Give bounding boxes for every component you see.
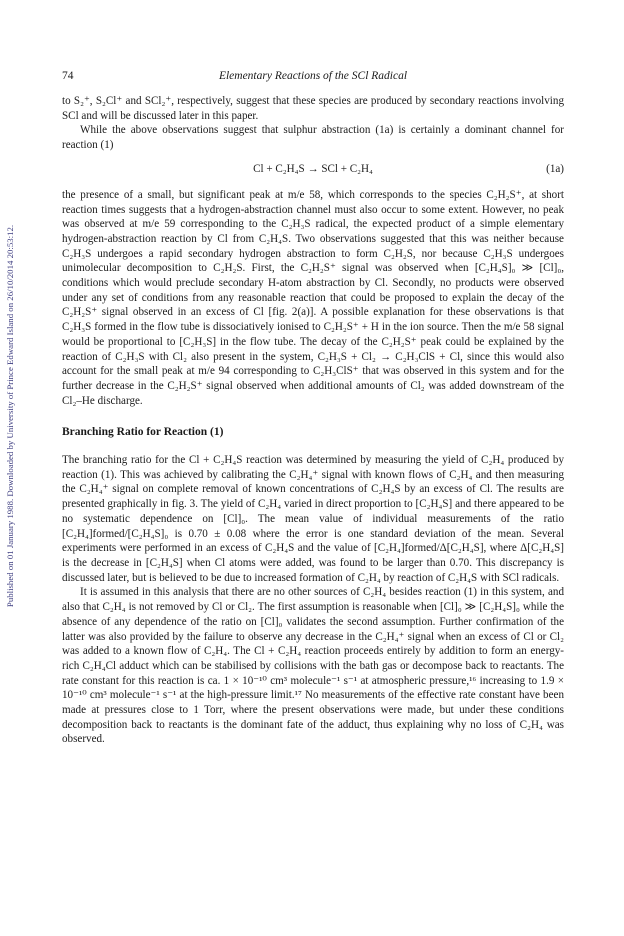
paragraph: It is assumed in this analysis that there are no other sources of C₂H₄ besides reaction (1) in this system, and also that C₂H₄ is not removed by Cl or Cl₂. The first assumption is reasonable when [Cl]₀ ≫ [C₂H₄S]₀ while the absence of any dependence of the ratio on [Cl]₀ validates the second assumption. Further confirmation of the latter was also provided by the failure to observe any decrease in the C₂H₄⁺ signal when an excess of Cl or Cl₂ was added to a known flow of C₂H₄. The Cl + C₂H₄ reaction proceeds entirely by addition to form an energy-rich C₂H₄Cl adduct which can be stabilised by collisions with the bath gas or decompose back to reactants. The rate constant for this reaction is ca. 1 × 10⁻¹⁰ cm³ molecule⁻¹ s⁻¹ at atmospheric pressure,¹⁶ increasing to 1.9 × 10⁻¹⁰ cm³ molecule⁻¹ s⁻¹ at the high-pressure limit.¹⁷ No measurements of the effective rate constant have been made at pressures close to 1 Torr, where the present observations were made, but under these conditions decomposition back to reactants is the dominant fate of the adduct, thus explaining why no loss of C₂H₄ was observed.	[62, 586, 564, 746]
download-watermark-text: Published on 01 January 1988. Downloaded by University of Prince Edward Island on 26/10/2014 20:53:12.	[5, 224, 15, 608]
paragraph: the presence of a small, but significant peak at m/e 58, which corresponds to the species C₂H₂S⁺, at short reaction times suggests that a hydrogen-abstraction channel must also occur to some extent. However, no peak was observed at m/e 59 corresponding to the C₂H₃S radical, the expected product of a simple elementary hydrogen-abstraction reaction by Cl from C₂H₄S. Two observations suggested that this was neither because C₂H₃S undergoes a rapid secondary hydrogen abstraction to form C₂H₂S, nor because C₂H₃S undergoes unimolecular decomposition to C₂H₂S. First, the C₂H₂S⁺ signal was observed when [C₂H₄S]₀ ≫ [Cl]₀, conditions which would preclude secondary H-atom abstraction by Cl. Secondly, no products were observed under any set of conditions from any reasonable reaction that could be proposed to explain the decay of the C₂H₂S⁺ signal observed in an excess of Cl [fig. 2(a)]. A possible explanation for these observations is that C₂H₃S formed in the flow tube is dissociatively ionised to C₂H₂S⁺ + H in the ion source. Then the m/e 58 signal would be proportional to [C₂H₃S] in the flow tube. The decay of the C₂H₂S⁺ peak could be explained by the reaction of C₂H₃S with Cl₂ also present in the system, C₂H₃S + Cl₂ → C₂H₃ClS + Cl, since this would also account for the small peak at m/e 94 corresponding to C₂H₃ClS⁺ that was observed in this system and for the further decrease in the C₂H₂S⁺ signal observed when additional amounts of Cl₂ was added downstream of the Cl₂–He discharge.	[62, 188, 564, 407]
paragraph: to S₂⁺, S₂Cl⁺ and SCl₂⁺, respectively, suggest that these species are produced by secondary reactions involving SCl and will be discussed later in this paper.	[62, 95, 564, 122]
article-body	[62, 94, 564, 747]
paragraph: While the above observations suggest that sulphur abstraction (1a) is certainly a dominant channel for reaction (1)	[62, 124, 564, 152]
page-number: 74	[62, 70, 74, 82]
download-watermark	[3, 110, 17, 722]
paragraph: The branching ratio for the Cl + C₂H₄S reaction was determined by measuring the yield of C₂H₄ produced by reaction (1). This was achieved by calibrating the C₂H₄⁺ signal with known flows of C₂H₄ and then measuring the C₂H₄⁺ signal on complete removal of known concentrations of C₂H₄S by an excess of Cl. The results are presented graphically in fig. 3. The yield of C₂H₄ varied in direct proportion to [C₂H₄S] and there appeared to be no systematic dependence on [Cl]₀. The mean value of individual measurements of the ratio [C₂H₄]formed/[C₂H₄S]₀ is 0.70 ± 0.08 where the error is one standard deviation of the mean. Several experiments were performed in an excess of C₂H₄S and the value of [C₂H₄]formed/Δ[C₂H₄S], where Δ[C₂H₄S] is the decrease in [C₂H₄S] when Cl atoms were added, was found to be larger than 0.70. This discrepancy is discussed later, but is believed to be due to increased formation of C₂H₄ by reaction of C₂H₄S with SCl radicals.	[62, 454, 564, 584]
page-header	[62, 70, 564, 86]
equation-1a	[62, 158, 564, 184]
equation-number: (1a)	[546, 162, 564, 175]
running-title: Elementary Reactions of the SCl Radical	[218, 70, 408, 82]
equation: Cl + C₂H₄S → SCl + C₂H₄	[253, 162, 373, 175]
section-heading: Branching Ratio for Reaction (1)	[62, 426, 224, 439]
